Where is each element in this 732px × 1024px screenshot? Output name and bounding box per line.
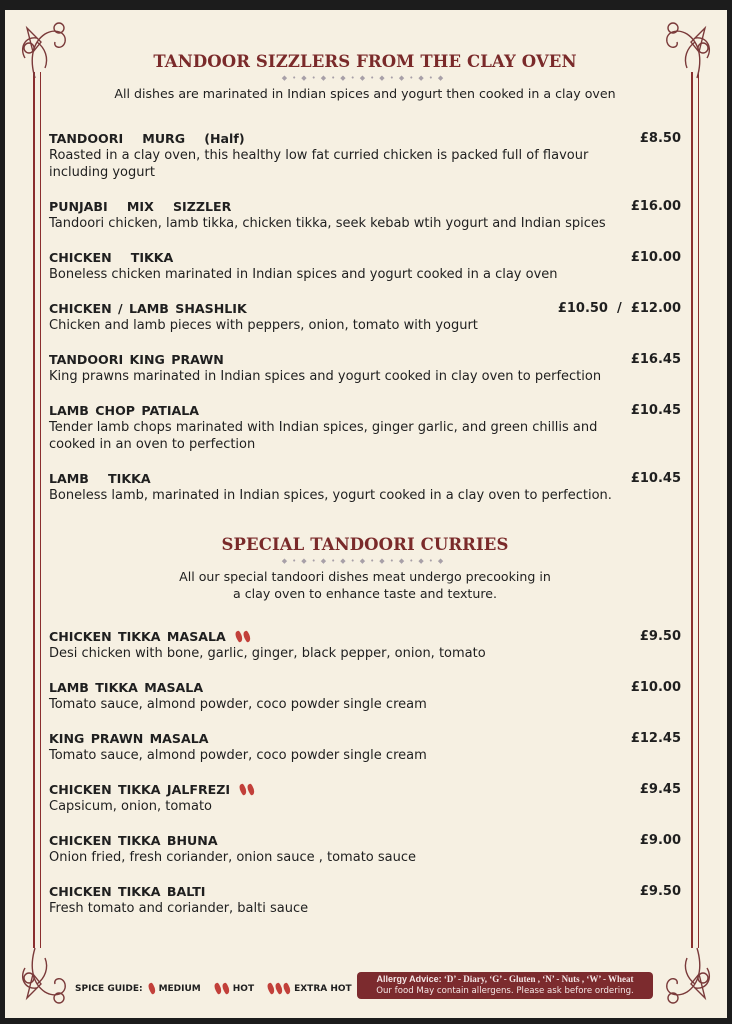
item-name: LAMB TIKKA	[49, 471, 151, 486]
spice-level-icons	[147, 983, 155, 994]
item-description: Chicken and lamb pieces with peppers, onion, tomato with yogurt	[49, 318, 478, 333]
spice-guide-label: SPICE GUIDE:	[75, 983, 143, 994]
item-price: £9.00	[639, 833, 681, 848]
item-description: Boneless chicken marinated in Indian spices and yogurt cooked in a clay oven	[49, 267, 558, 282]
spice-level-label: MEDIUM	[158, 983, 201, 994]
allergy-advice-box	[357, 972, 653, 999]
item-list	[49, 628, 681, 934]
spice-guide	[75, 983, 360, 994]
menu-item	[49, 198, 681, 232]
item-list	[49, 130, 681, 521]
item-description: Onion fried, fresh coriander, onion sauce , tomato sauce	[49, 850, 416, 865]
menu-item	[49, 470, 681, 504]
allergy-note: Our food May contain allergens. Please ask before ordering.	[376, 986, 634, 996]
item-price: £10.00	[630, 680, 681, 695]
item-description: Capsicum, onion, tomato	[49, 799, 212, 814]
item-price: £12.45	[630, 731, 681, 746]
item-price: £10.50 / £12.00	[557, 301, 681, 316]
item-description: Tender lamb chops marinated with Indian spices, ginger garlic, and green chillis and	[49, 420, 598, 435]
chili-icon	[282, 982, 293, 995]
item-name-wrap	[49, 833, 218, 848]
menu-page	[5, 10, 727, 1018]
item-description: Tandoori chicken, lamb tikka, chicken tikka, seek kebab wtih yogurt and Indian spices	[49, 216, 606, 231]
item-description: Tomato sauce, almond powder, coco powder single cream	[49, 697, 427, 712]
item-name: PUNJABI MIX SIZZLER	[49, 199, 232, 214]
border-line-left	[33, 72, 41, 948]
subtitle-line: All our special tandoori dishes meat undergo precooking in	[179, 569, 551, 584]
item-name-wrap	[49, 629, 250, 644]
ornament-icon	[655, 946, 717, 1008]
section-title: TANDOOR SIZZLERS FROM THE CLAY OVEN	[153, 52, 577, 71]
item-description: Desi chicken with bone, garlic, ginger, black pepper, onion, tomato	[49, 646, 486, 661]
divider-dots: ◆•◆•◆•◆•◆•◆•◆•◆•◆	[281, 557, 449, 565]
menu-item	[49, 402, 681, 453]
item-price: £9.45	[639, 782, 681, 797]
item-name-wrap	[49, 131, 245, 146]
menu-item	[49, 679, 681, 713]
menu-item	[49, 351, 681, 385]
item-name-wrap	[49, 782, 254, 797]
item-name: LAMB TIKKA MASALA	[49, 680, 204, 695]
section-title: SPECIAL TANDOORI CURRIES	[221, 535, 509, 554]
section-subtitle	[49, 568, 681, 602]
chili-icon	[246, 783, 257, 796]
item-description: King prawns marinated in Indian spices and yogurt cooked in clay oven to perfection	[49, 369, 602, 384]
section-subtitle	[49, 85, 681, 102]
subtitle-line: a clay oven to enhance taste and texture.	[232, 586, 498, 601]
item-name-wrap	[49, 680, 203, 695]
allergy-codes: ‘D’ - Diary, ‘G’ - Gluten , ‘N’ - Nuts , ‘W’ - Wheat	[443, 974, 634, 984]
item-price: £10.45	[630, 471, 681, 486]
menu-item	[49, 781, 681, 815]
item-description: Fresh tomato and coriander, balti sauce	[49, 901, 309, 916]
item-price: £8.50	[639, 131, 681, 146]
menu-item	[49, 832, 681, 866]
item-name-wrap	[49, 301, 247, 316]
item-name-wrap	[49, 199, 231, 214]
menu-item	[49, 300, 681, 334]
menu-item	[49, 730, 681, 764]
item-price: £16.00	[630, 199, 681, 214]
item-price: £9.50	[639, 629, 681, 644]
item-description: Tomato sauce, almond powder, coco powder single cream	[49, 748, 427, 763]
item-name: KING PRAWN MASALA	[49, 731, 209, 746]
item-description: including yogurt	[49, 165, 155, 180]
chili-icon	[146, 982, 157, 995]
spice-level-label: EXTRA HOT	[294, 983, 352, 994]
section-special-curries	[49, 535, 681, 916]
section-tandoor-sizzlers	[49, 52, 681, 503]
spice-level-icons	[213, 983, 229, 994]
spice-indicator	[234, 631, 250, 642]
spice-level-icons	[266, 983, 290, 994]
item-price: £10.45	[630, 403, 681, 418]
item-description: Boneless lamb, marinated in Indian spices, yogurt cooked in a clay oven to perfection.	[49, 488, 612, 503]
menu-item	[49, 883, 681, 917]
spice-level-label: HOT	[232, 983, 255, 994]
item-description: Roasted in a clay oven, this healthy low fat curried chicken is packed full of flavour	[49, 148, 589, 163]
menu-item	[49, 249, 681, 283]
ornament-icon	[15, 946, 77, 1008]
spice-indicator	[238, 784, 254, 795]
item-description: cooked in an oven to perfection	[49, 437, 256, 452]
item-name: CHICKEN / LAMB SHASHLIK	[49, 301, 247, 316]
subtitle-line: All dishes are marinated in Indian spices and yogurt then cooked in a clay oven	[114, 86, 616, 101]
item-price: £10.00	[630, 250, 681, 265]
menu-item	[49, 130, 681, 181]
item-name-wrap	[49, 884, 205, 899]
menu-item	[49, 628, 681, 662]
item-name: CHICKEN TIKKA BALTI	[49, 884, 206, 899]
item-price: £16.45	[630, 352, 681, 367]
item-name-wrap	[49, 250, 173, 265]
border-line-right	[691, 72, 699, 948]
item-name: TANDOORI KING PRAWN	[49, 352, 224, 367]
chili-icon	[241, 630, 252, 643]
allergy-heading: Allergy Advice:	[376, 974, 442, 984]
item-name: CHICKEN TIKKA JALFREZI	[49, 782, 231, 797]
item-name-wrap	[49, 352, 224, 367]
item-name: LAMB CHOP PATIALA	[49, 403, 200, 418]
chili-icon	[220, 982, 231, 995]
item-name-wrap	[49, 403, 199, 418]
item-name: CHICKEN TIKKA	[49, 250, 174, 265]
item-name: CHICKEN TIKKA MASALA	[49, 629, 226, 644]
item-name-wrap	[49, 471, 151, 486]
item-price: £9.50	[639, 884, 681, 899]
divider-dots: ◆•◆•◆•◆•◆•◆•◆•◆•◆	[281, 74, 449, 82]
item-name: TANDOORI MURG (Half)	[49, 131, 245, 146]
item-name-wrap	[49, 731, 209, 746]
item-name: CHICKEN TIKKA BHUNA	[49, 833, 218, 848]
